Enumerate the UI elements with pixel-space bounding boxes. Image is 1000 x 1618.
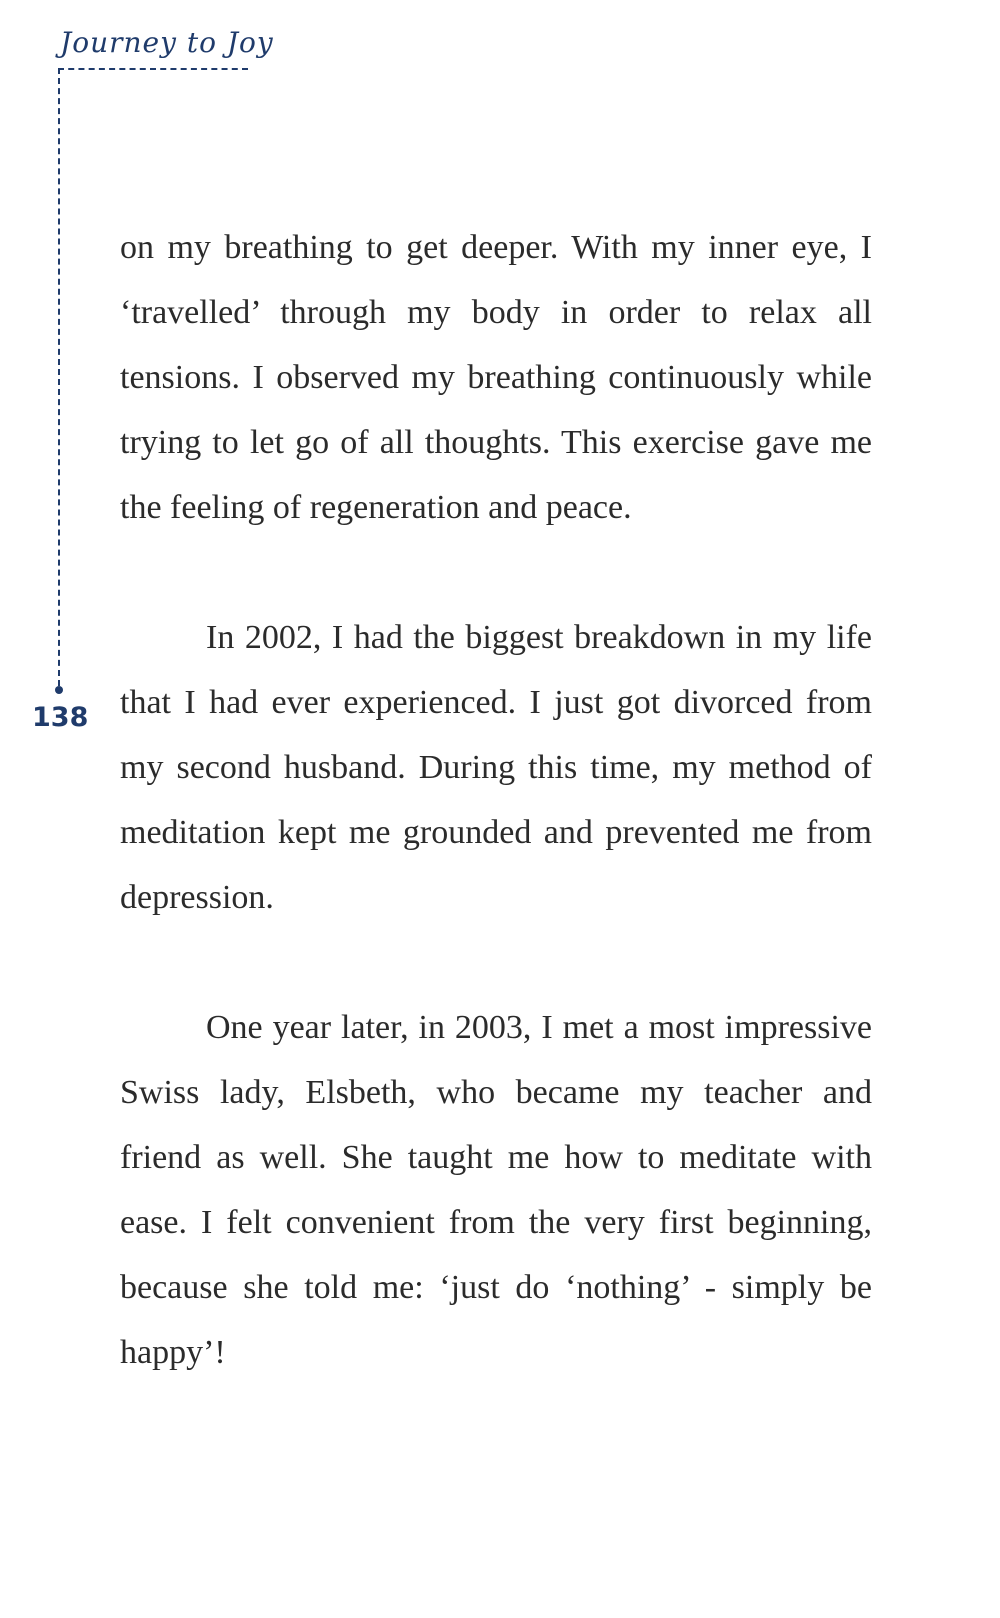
page-number: 138 — [32, 702, 89, 733]
body-text — [120, 215, 872, 1450]
guide-end-dot — [55, 686, 63, 694]
dashed-guide-horizontal — [58, 68, 248, 70]
paragraph-2: In 2002, I had the biggest breakdown in my life that I had ever experienced. I just got divorced from my second husband. During this time, my method of meditation kept me grounded and prevented me from depression. — [120, 619, 872, 916]
paragraph-1: on my breathing to get deeper. With my inner eye, I ‘travelled’ through my body in order to relax all tensions. I observed my breathing continuously while trying to let go of all thoughts. This exercise gave me the feeling of regeneration and peace. — [120, 229, 872, 526]
running-head-title: Journey to Joy — [60, 26, 274, 59]
dashed-guide-vertical — [58, 68, 60, 686]
paragraph-3: One year later, in 2003, I met a most impressive Swiss lady, Elsbeth, who became my teacher and friend as well. She taught me how to meditate with ease. I felt convenient from the very first beginning, because she told me: ‘just do ‘nothing’ - simply be happy’! — [120, 1009, 872, 1371]
